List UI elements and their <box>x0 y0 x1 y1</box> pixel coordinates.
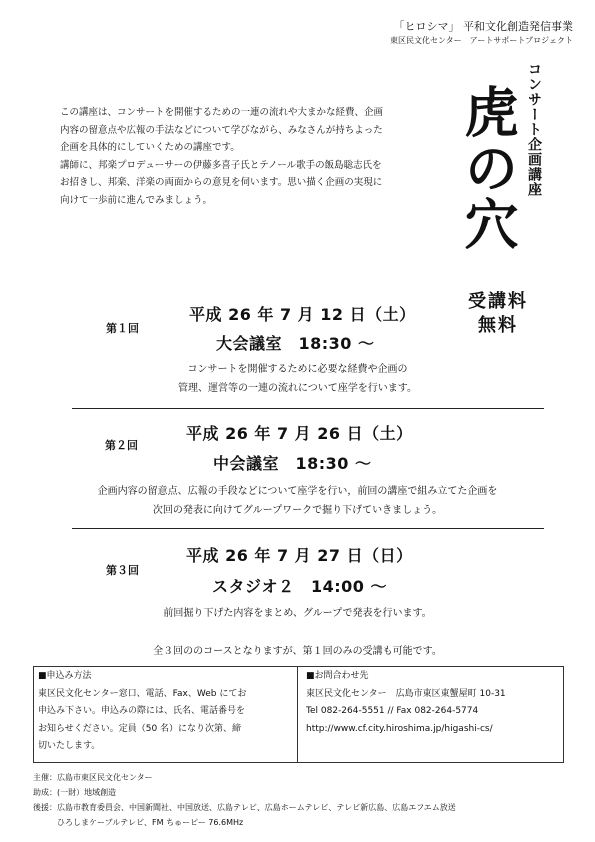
course-note: 全３回ののコースとなりますが、第１回のみの受講も可能です。 <box>153 646 442 657</box>
session-1-number: 第１回 <box>106 322 139 335</box>
application-line: 切いたします。 <box>38 741 101 751</box>
subtitle-vertical: コンサート企画講座 <box>526 62 542 197</box>
fee-label: 受講料 <box>468 291 528 312</box>
application-line: お知らせください。定員（50 名）になり次第、締 <box>38 723 242 734</box>
session-3-room: スタジオ２ 14:00 〜 <box>212 577 388 596</box>
description-line: 次回の発表に向けてグループワークで掘り下げていきましょう。 <box>152 505 443 516</box>
intro-line: この講座は、コンサートを開催するための一連の流れや大まかな経費、企画 <box>60 107 384 118</box>
info-box-divider <box>297 666 298 763</box>
application-heading: ■申込み方法 <box>38 671 92 681</box>
session-2-number: 第２回 <box>105 439 138 452</box>
application-line: 東区民文化センター窓口、電話、Fax、Web にてお <box>38 688 247 699</box>
contact-url[interactable]: http://www.cf.city.hiroshima.jp/higashi-cs/ <box>306 723 493 734</box>
intro-line: お招きし、邦楽、洋楽の両面からの意見を伺います。思い描く企画の実現に <box>60 177 383 188</box>
organizer-name: 東区民文化センター アートサポートプロジェクト <box>389 36 573 45</box>
intro-line: 向けて一歩前に進んでみましょう。 <box>60 194 213 206</box>
description-line: 前回掘り下げた内容をまとめ、グループで発表を行います。 <box>163 608 432 619</box>
intro-line: 内容の留意点や広報の手法などについて学びながら、みなさんが持ちよった <box>60 124 383 136</box>
footer-grant: 助成：(一財）地域創造 <box>33 788 117 797</box>
contact-phone: Tel 082-264-5551 // Fax 082-264-5774 <box>306 706 479 716</box>
session-2-description <box>0 482 595 520</box>
application-section <box>38 668 246 756</box>
session-3-description <box>0 604 595 623</box>
intro-line: 企画を具体的にしていくための講座です。 <box>60 142 240 153</box>
session-1-date: 平成 26 年 7 月 12 日（土） <box>189 305 416 324</box>
intro-line: 講師に、邦楽プロデューサーの伊藤多喜子氏とテノール歌手の飯島聡志氏を <box>60 159 382 171</box>
project-name: 「ヒロシマ」 平和文化創造発信事業 <box>393 20 573 33</box>
fee-value: 無料 <box>478 315 518 336</box>
footer-credits <box>33 770 456 830</box>
footer-sponsors-cont: ひろしまケーブルテレビ、FM ちゅーピー 76.6MHz <box>33 818 244 827</box>
description-line: コンサートを開催するために必要な経費や企画の <box>187 364 408 375</box>
session-3-date: 平成 26 年 7 月 27 日（日） <box>186 546 413 565</box>
session-divider <box>72 408 544 409</box>
session-2-date: 平成 26 年 7 月 26 日（土） <box>186 424 413 443</box>
session-2-room: 中会議室 18:30 〜 <box>213 454 372 473</box>
contact-heading: ■お問合わせ先 <box>306 671 369 681</box>
description-line: 管理、運営等の一連の流れについて座学を行います。 <box>178 383 417 394</box>
application-line: 申込み下さい。申込みの際には、氏名、電話番号を <box>38 706 246 716</box>
session-3-number: 第３回 <box>106 564 139 577</box>
contact-section <box>306 668 506 738</box>
main-title-vertical: 虎の穴 <box>456 84 520 252</box>
footer-sponsors: 後援：広島市教育委員会、中国新聞社、中国放送、広島テレビ、広島ホームテレビ、テレビ新広島、広島エフエム放送 <box>33 803 456 812</box>
fee-block <box>450 290 546 338</box>
intro-text <box>60 104 440 209</box>
session-divider <box>72 528 544 529</box>
description-line: 企画内容の留意点、広報の手段などについて座学を行い，前回の講座で組み立てた企画を <box>97 486 498 497</box>
session-1-room: 大会議室 18:30 〜 <box>216 334 375 353</box>
footer-organizer: 主催：広島市東区民文化センター <box>33 773 153 782</box>
session-1-description <box>0 360 595 398</box>
contact-address: 東区民文化センター 広島市東区東蟹屋町 10-31 <box>306 688 506 699</box>
